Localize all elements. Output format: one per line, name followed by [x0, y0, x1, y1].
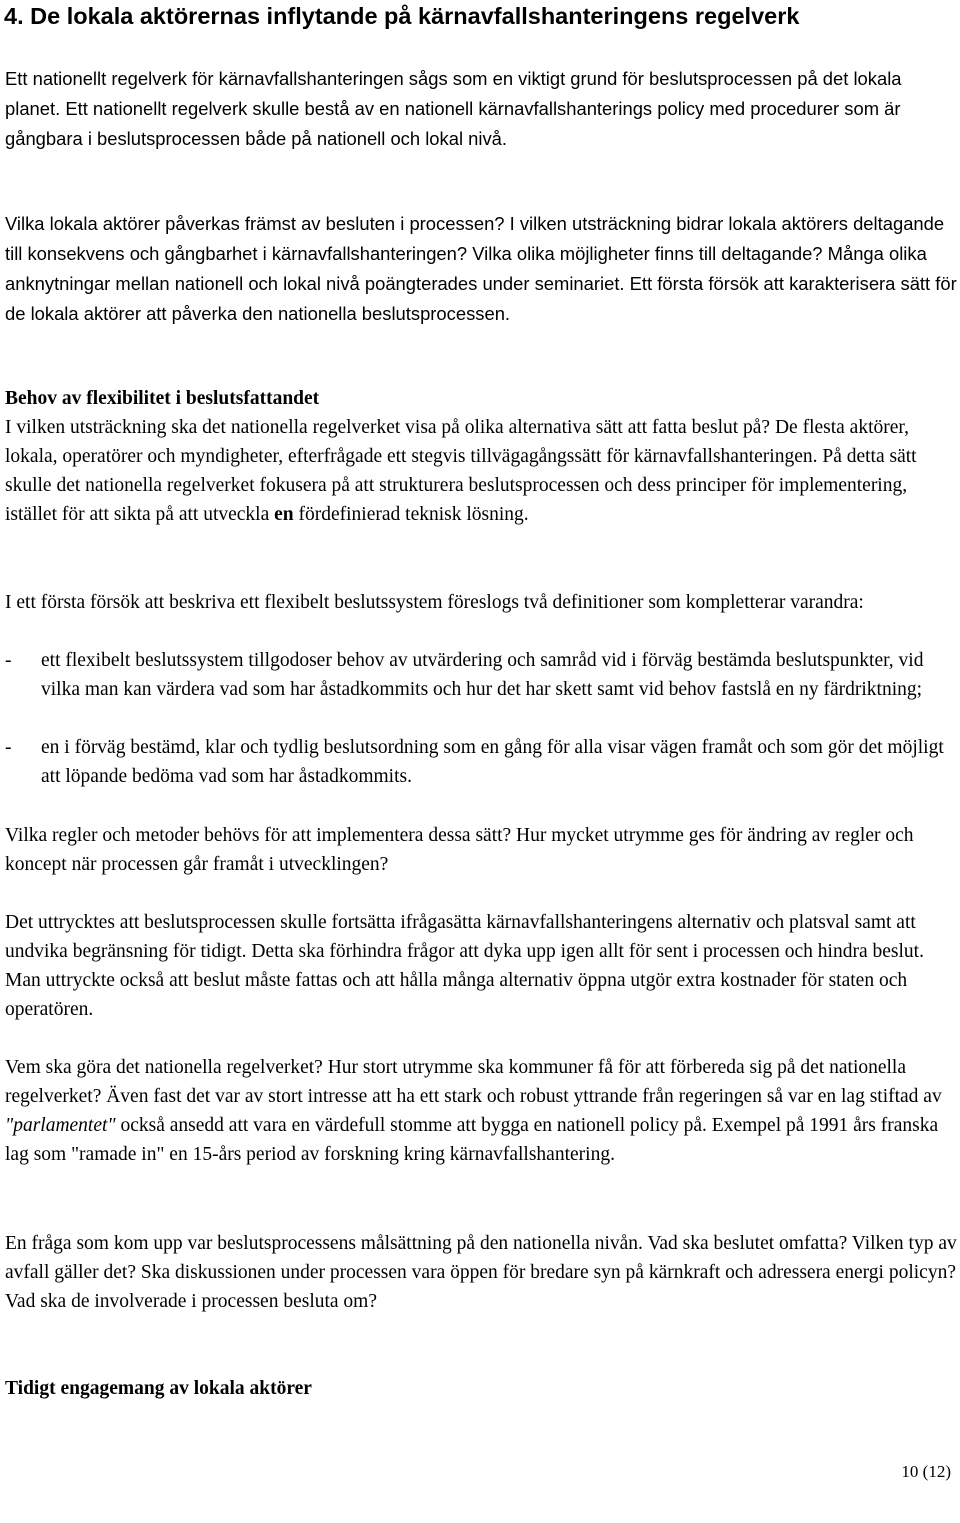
- flexibility-text-a: I vilken utsträckning ska det nationella regelverket visa på olika alternativa sätt att fatta beslut på? De flesta aktörer, lokala, operatörer och myndigheter, efterfrågade ett stegvis tillvägagångssätt för kärnavfallshanteringen. På detta sätt skulle det nationella regelverket fokusera på att strukturera beslutsprocessen och dess principer för implementering, istället för att sikta på att utveckla: [5, 417, 917, 526]
- section-heading: 4. De lokala aktörernas inflytande på kärnavfallshanteringens regelverk: [4, 3, 800, 29]
- intro-part-1: Ett nationellt regelverk för kärnavfallshanteringen sågs som en viktigt grund för beslutsprocessen på det lokala planet.: [5, 68, 902, 120]
- flexibility-text-b: fördefinierad teknisk lösning.: [293, 504, 529, 526]
- who-text-b: också ansedd att vara en värdefull stomme att bygga en nationell policy på. Exempel på 1991 års franska lag som "ramade in" en 15-års period av forskning kring kärnavfallshantering.: [5, 1115, 939, 1166]
- questions-part-2: I vilken utsträckning bidrar lokala aktörers deltagande till konsekvens och gångbarhet i kärnavfallshanteringen? Vilka olika möjligheter finns till deltagande?: [5, 213, 945, 265]
- definition-item: [5, 646, 957, 704]
- early-engagement-heading: Tidigt engagemang av lokala aktörer: [5, 1378, 312, 1399]
- who-text-a: Vem ska göra det nationella regelverket? Hur stort utrymme ska kommuner få för att förbereda sig på det nationella regelverket? Även fast det var av stort intresse att ha ett stark och robust yttrande från regeringen så var en lag stiftad av: [5, 1057, 942, 1108]
- who-text-italic: "parlamentet": [5, 1115, 116, 1137]
- questions-part-4: Ett första försök att karakterisera sätt för de lokala aktörer att påverka den nationella beslutsprocessen.: [5, 273, 957, 325]
- definition-text: ett flexibelt beslutssystem tillgodoser behov av utvärdering och samråd vid i förväg bestämda beslutspunkter, vid vilka man kan värdera vad som har åstadkommits och hur det har skett samt vid behov fastslå en ny färdriktning;: [41, 650, 924, 701]
- questions-paragraph: [5, 209, 957, 329]
- flexibility-text-bold: en: [274, 504, 294, 526]
- list-dash: -: [5, 737, 12, 758]
- intro-paragraph: [5, 64, 957, 154]
- definition-item: [5, 733, 957, 791]
- flexibility-title: Behov av flexibilitet i beslutsfattandet: [5, 388, 320, 409]
- questions-part-1: Vilka lokala aktörer påverkas främst av besluten i processen?: [5, 213, 510, 234]
- list-dash: -: [5, 650, 12, 671]
- definition-text: en i förväg bestämd, klar och tydlig beslutsordning som en gång för alla visar vägen framåt och som gör det möjligt att löpande bedöma vad som har åstadkommits.: [41, 737, 944, 788]
- intro-part-2: Ett nationellt regelverk skulle bestå av en nationell kärnavfallshanterings policy med procedurer som är gångbara i beslutsprocessen både på nationell och lokal nivå.: [5, 98, 901, 150]
- questions-part-3: Många olika anknytningar mellan nationell och lokal nivå poängterades under seminariet.: [5, 243, 927, 295]
- flexibility-section: [5, 384, 957, 529]
- alternatives-paragraph: Det uttrycktes att beslutsprocessen skulle fortsätta ifrågasätta kärnavfallshanteringens alternativ och platsval samt att undvika begränsning för tidigt. Detta ska förhindra frågor att dyka upp igen allt för sent i processen och hindra beslut. Man uttryckte också att beslut måste fattas och att hålla många alternativ öppna utgör extra kostnader för staten och operatören.: [5, 912, 924, 1021]
- page-number: 10 (12): [901, 1462, 951, 1481]
- rules-question-paragraph: Vilka regler och metoder behövs för att implementera dessa sätt? Hur mycket utrymme ges för ändring av regler och koncept när processen går framåt i utvecklingen?: [5, 825, 914, 876]
- goals-paragraph: En fråga som kom upp var beslutsprocessens målsättning på den nationella nivån. Vad ska beslutet omfatta? Vilken typ av avfall gäller det? Ska diskussionen under processen vara öppen för bredare syn på kärnkraft och adressera energi policyn? Vad ska de involverade i processen besluta om?: [5, 1233, 957, 1313]
- definitions-intro: I ett första försök att beskriva ett flexibelt beslutssystem föreslogs två definitioner som kompletterar varandra:: [5, 592, 864, 613]
- who-paragraph: [5, 1053, 957, 1169]
